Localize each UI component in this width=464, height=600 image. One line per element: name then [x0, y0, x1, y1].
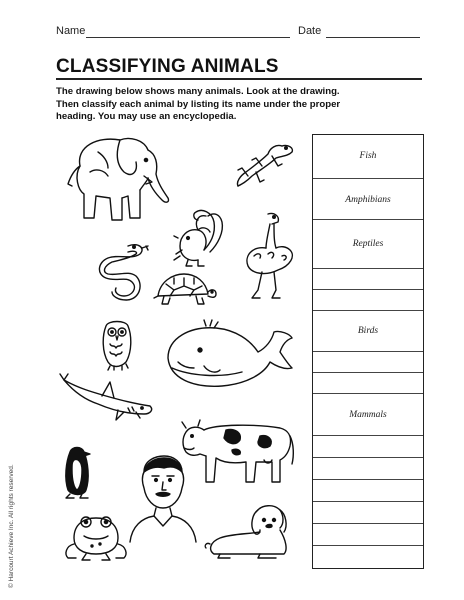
lizard-illustration — [230, 138, 302, 192]
date-field[interactable] — [326, 37, 420, 38]
frog-illustration — [60, 512, 132, 564]
man-portrait-illustration — [126, 454, 200, 544]
answer-line[interactable] — [313, 435, 423, 436]
answer-line[interactable] — [313, 289, 423, 290]
answer-line[interactable] — [313, 219, 423, 220]
page-title: CLASSIFYING ANIMALS — [56, 56, 279, 77]
answer-line[interactable] — [313, 268, 423, 269]
answer-line[interactable] — [313, 479, 423, 480]
whale-illustration — [160, 318, 300, 394]
turtle-illustration — [152, 270, 218, 308]
snake-illustration — [88, 236, 150, 306]
answer-line[interactable] — [313, 351, 423, 352]
ostrich-illustration — [238, 208, 304, 304]
heading-birds: Birds — [357, 326, 379, 336]
classification-panel — [312, 134, 424, 569]
answer-line[interactable] — [313, 393, 423, 394]
penguin-illustration — [60, 446, 94, 500]
dog-illustration — [200, 500, 296, 562]
squirrel-illustration — [158, 204, 228, 270]
instructions: The drawing below shows many animals. Look at the drawing. Then classify each animal by listing its name under the proper heading. You may use an encyclopedia. — [56, 86, 341, 123]
heading-amphibians: Amphibians — [345, 195, 391, 205]
answer-line[interactable] — [313, 457, 423, 458]
title-rule — [56, 78, 422, 80]
heading-reptiles: Reptiles — [352, 239, 384, 249]
name-label: Name — [56, 25, 86, 37]
answer-line[interactable] — [313, 523, 423, 524]
answer-line[interactable] — [313, 310, 423, 311]
name-field[interactable] — [86, 37, 290, 38]
answer-line[interactable] — [313, 372, 423, 373]
copyright-credit: © Harcourt Achieve Inc. All rights reserved. — [8, 464, 15, 588]
date-label: Date — [298, 25, 322, 37]
answer-line[interactable] — [313, 178, 423, 179]
answer-line[interactable] — [313, 545, 423, 546]
answer-line[interactable] — [313, 501, 423, 502]
heading-fish: Fish — [359, 151, 377, 161]
owl-illustration — [94, 316, 140, 372]
heading-mammals: Mammals — [349, 410, 387, 420]
shark-illustration — [58, 370, 162, 430]
